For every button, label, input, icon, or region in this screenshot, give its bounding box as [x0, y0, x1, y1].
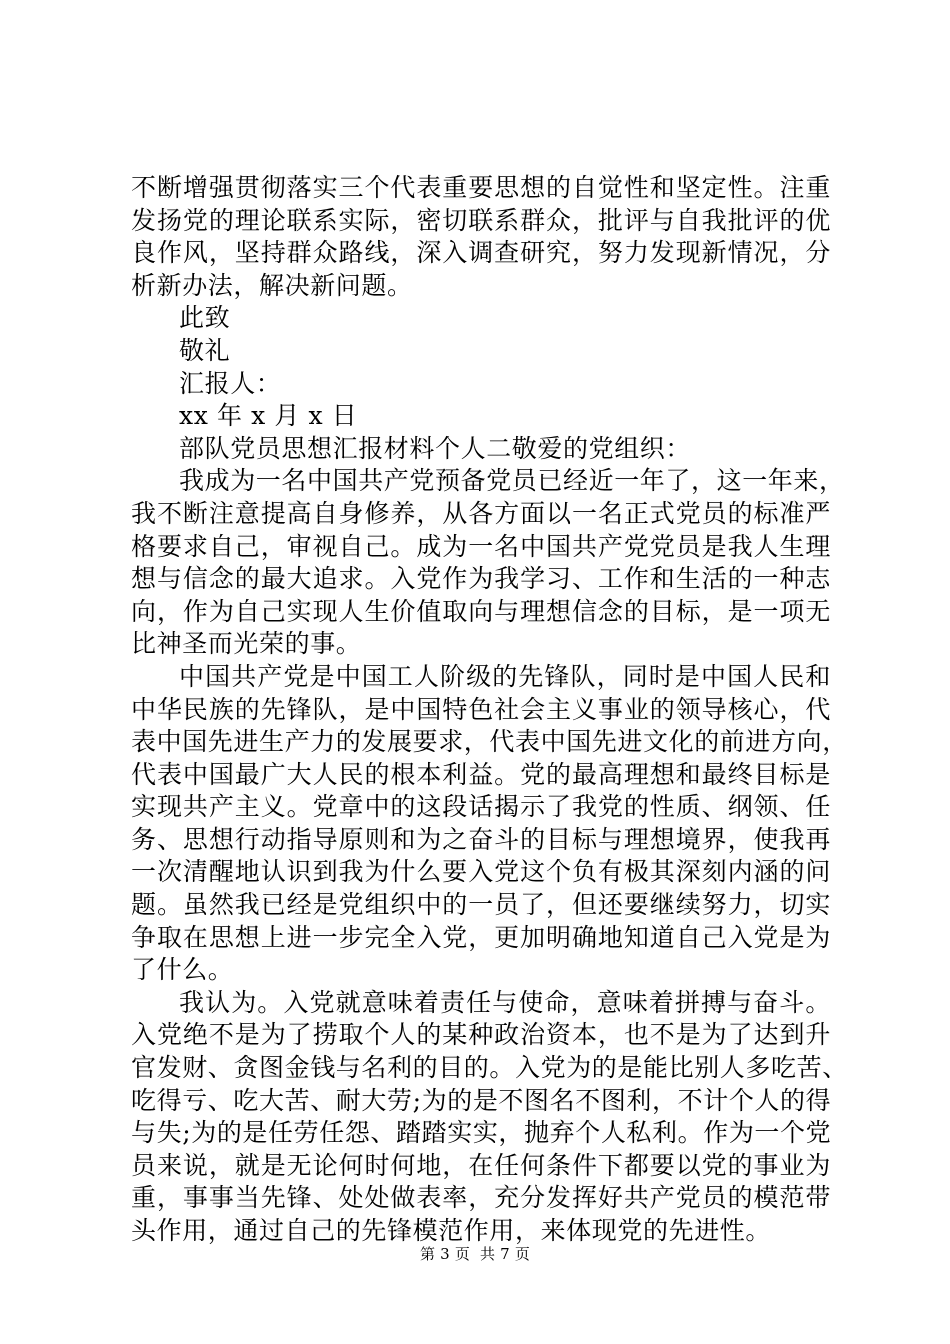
page-footer: [0, 1243, 950, 1264]
text-line: 实现共产主义。党章中的这段话揭示了我党的性质、纲领、任: [131, 792, 831, 822]
text-line: 析新办法，解决新问题。: [131, 270, 413, 300]
text-line: 此致: [179, 303, 231, 333]
document-body: [131, 172, 848, 1248]
text-line: 不断增强贯彻落实三个代表重要思想的自觉性和坚定性。注重: [131, 173, 831, 202]
text-line: 敬礼: [179, 335, 231, 365]
text-line: 部队党员思想汇报材料个人二敬爱的党组织：: [179, 433, 692, 463]
text-line: 头作用，通过自己的先锋模范作用，来体现党的先进性。: [131, 1216, 772, 1245]
text-line: xx 年 x 月 x 日: [179, 401, 358, 431]
text-line: 员来说，就是无论何时何地，在任何条件下都要以党的事业为: [131, 1150, 831, 1180]
text-line: 了什么。: [131, 955, 234, 985]
text-line: 我不断注意提高自身修养，从各方面以一名正式党员的标准严: [131, 498, 831, 528]
text-line: 争取在思想上进一步完全入党，更加明确地知道自己入党是为: [131, 922, 831, 952]
text-line: 题。虽然我已经是党组织中的一员了，但还要继续努力，切实: [131, 890, 831, 920]
text-line: 代表中国最广大人民的根本利益。党的最高理想和最终目标是: [131, 759, 831, 789]
text-line: 良作风，坚持群众路线，深入调查研究，努力发现新情况，分: [131, 238, 831, 268]
text-line: 中华民族的先锋队，是中国特色社会主义事业的领导核心，代: [131, 694, 831, 724]
text-line: 我成为一名中国共产党预备党员已经近一年了，这一年来，: [179, 466, 845, 496]
text-line: 一次清醒地认识到我为什么要入党这个负有极其深刻内涵的问: [131, 857, 831, 887]
text-line: 表中国先进生产力的发展要求，代表中国先进文化的前进方向，: [131, 727, 848, 757]
text-line: 汇报人：: [179, 368, 282, 398]
text-line: 重，事事当先锋、处处做表率，充分发挥好共产党员的模范带: [131, 1183, 831, 1213]
text-line: 与失;为的是任劳任怨、踏踏实实，抛弃个人私利。作为一个党: [131, 1118, 832, 1148]
text-line: 比神圣而光荣的事。: [131, 629, 362, 659]
text-line: 想与信念的最大追求。入党作为我学习、工作和生活的一种志: [131, 564, 831, 594]
text-line: 向，作为自己实现人生价值取向与理想信念的目标，是一项无: [131, 596, 831, 626]
text-line: 入党绝不是为了捞取个人的某种政治资本，也不是为了达到升: [131, 1020, 831, 1050]
page-number-label: 第 3 页 共 7 页: [419, 1245, 531, 1263]
text-line: 官发财、贪图金钱与名利的目的。入党为的是能比别人多吃苦、: [131, 1053, 848, 1083]
text-line: 吃得亏、吃大苦、耐大劳;为的是不图名不图利，不计个人的得: [131, 1085, 832, 1115]
text-line: 格要求自己，审视自己。成为一名中国共产党党员是我人生理: [131, 531, 831, 561]
text-line: 务、思想行动指导原则和为之奋斗的目标与理想境界，使我再: [131, 824, 831, 854]
text-line: 发扬党的理论联系实际，密切联系群众，批评与自我批评的优: [131, 205, 831, 235]
text-line: 我认为。入党就意味着责任与使命，意味着拼搏与奋斗。: [179, 987, 831, 1017]
text-line: 中国共产党是中国工人阶级的先锋队，同时是中国人民和: [179, 661, 831, 691]
